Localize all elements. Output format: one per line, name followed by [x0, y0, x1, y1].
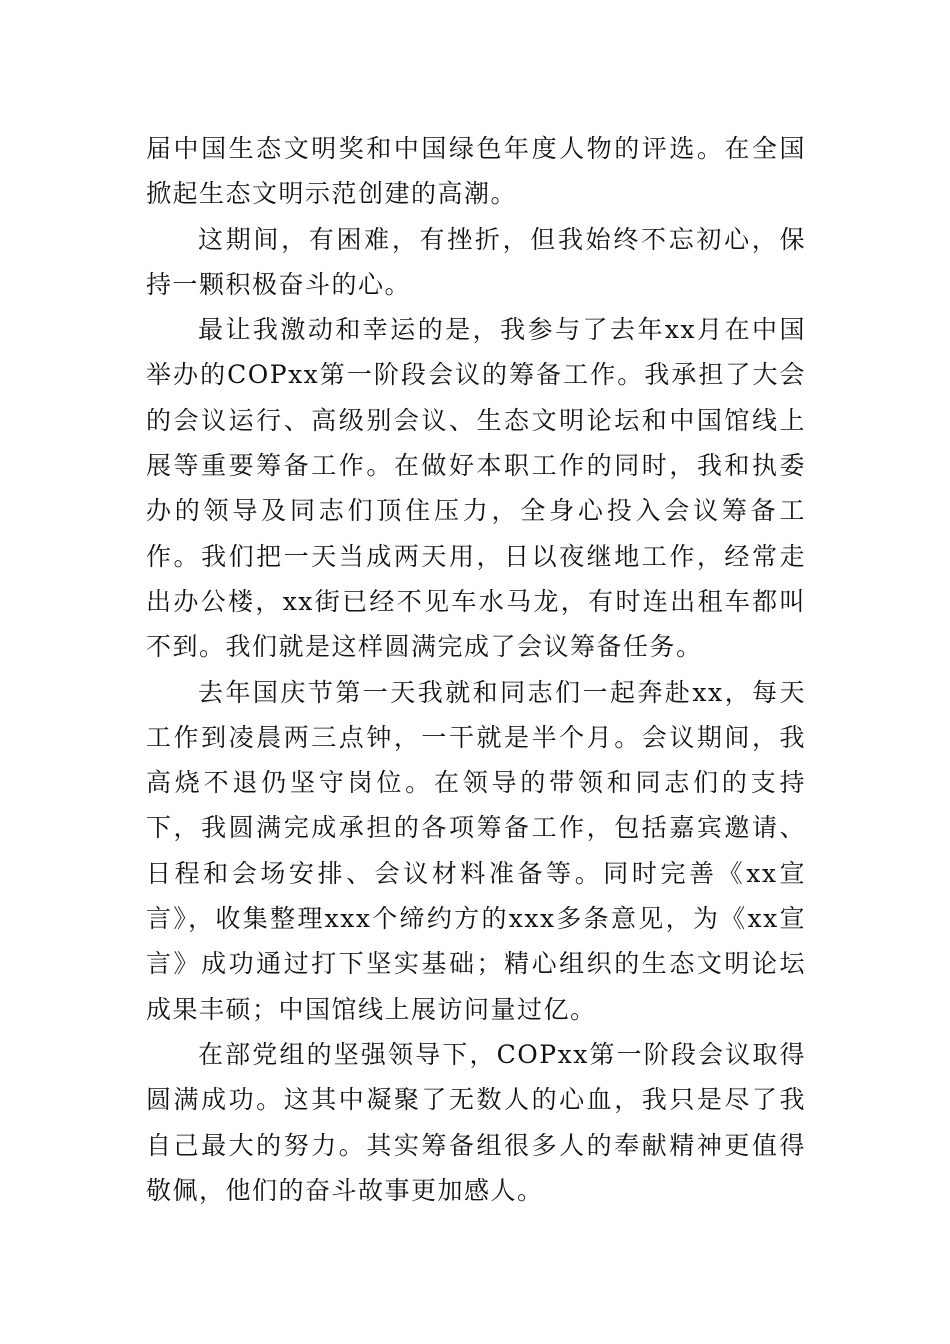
document-body: [146, 126, 806, 1213]
paragraph-cop-preparation: 最让我激动和幸运的是，我参与了去年xx月在中国举办的COPxx第一阶段会议的筹备工作。我承担了大会的会议运行、高级别会议、生态文明论坛和中国馆线上展等重要筹备工作。在做好本职工作的同时，我和执委办的领导及同志们顶住压力，全身心投入会议筹备工作。我们把一天当成两天用，日以夜继地工作，经常走出办公楼，xx街已经不见车水马龙，有时连出租车都叫不到。我们就是这样圆满完成了会议筹备任务。: [146, 315, 806, 662]
paragraph-national-day-work: 去年国庆节第一天我就和同志们一起奔赴xx，每天工作到凌晨两三点钟，一干就是半个月。会议期间，我高烧不退仍坚守岗位。在领导的带领和同志们的支持下，我圆满完成承担的各项筹备工作，包括嘉宾邀请、日程和会场安排、会议材料准备等。同时完善《xx宣言》，收集整理xxx个缔约方的xxx多条意见，为《xx宣言》成功通过打下坚实基础；精心组织的生态文明论坛成果丰硕；中国馆线上展访问量过亿。: [146, 677, 806, 1024]
paragraph-difficulties: 这期间，有困难，有挫折，但我始终不忘初心，保持一颗积极奋斗的心。: [146, 224, 806, 299]
paragraph-conclusion: 在部党组的坚强领导下，COPxx第一阶段会议取得圆满成功。这其中凝聚了无数人的心血，我只是尽了我自己最大的努力。其实筹备组很多人的奉献精神更值得敬佩，他们的奋斗故事更加感人。: [146, 1039, 806, 1205]
paragraph-continued: 届中国生态文明奖和中国绿色年度人物的评选。在全国掀起生态文明示范创建的高潮。: [146, 134, 806, 209]
